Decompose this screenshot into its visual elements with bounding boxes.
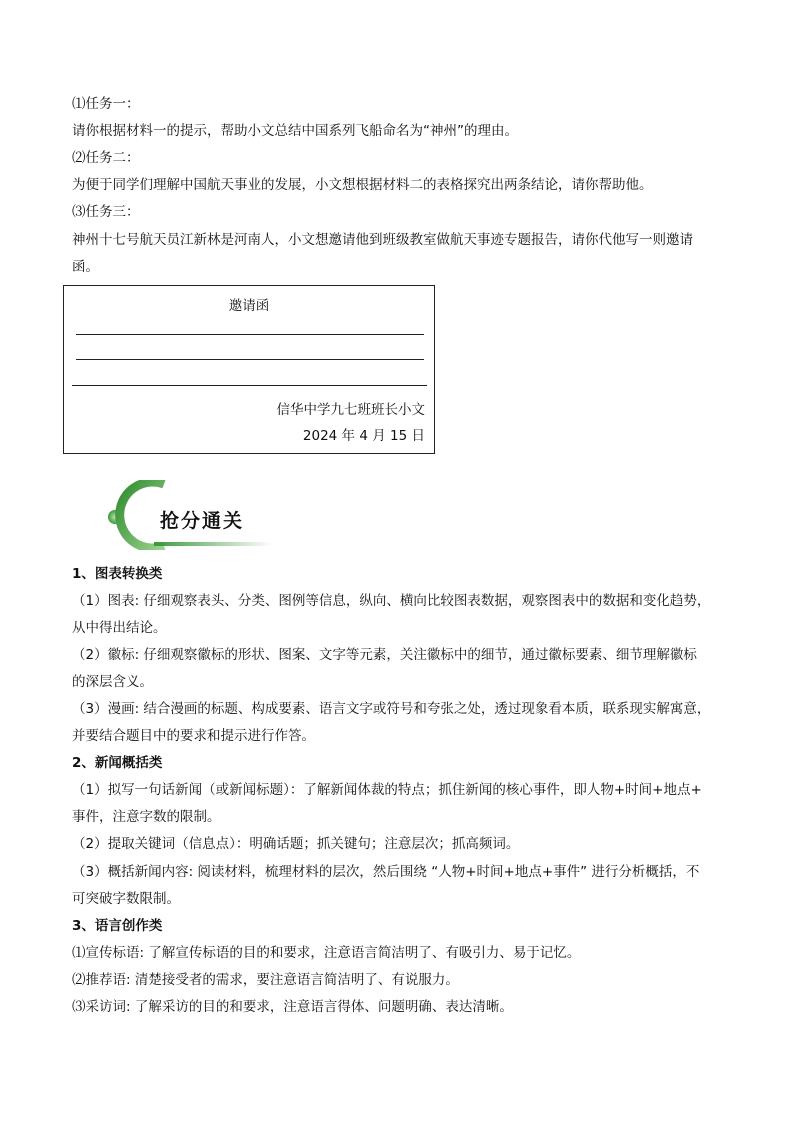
task-2-heading: ⑵任务二： — [72, 150, 140, 166]
section-1-item-2-line-2: 的深层含义。 — [72, 674, 153, 690]
banner-underline — [154, 542, 272, 546]
section-3-item-1: ⑴宣传标语: 了解宣传标语的目的和要求，注意语言简洁明了、有吸引力、易于记忆。 — [72, 945, 581, 961]
invitation-signer: 信华中学九七班班长小文 — [276, 402, 425, 418]
section-2-heading: 2、新闻概括类 — [72, 755, 163, 771]
task-3-body-line-1: 神州十七号航天员江新林是河南人，小文想邀请他到班级教室做航天事迹专题报告，请你代他写一则邀请 — [72, 232, 693, 248]
banner-title: 抢分通关 — [160, 510, 245, 532]
section-2-item-1-line-2: 事件，注意字数的限制。 — [72, 809, 221, 825]
section-1-item-1-line-1: （1）图表: 仔细观察表头、分类、图例等信息，纵向、横向比较图表数据，观察图表中的数据和变化趋势， — [72, 593, 711, 609]
section-2-item-2: （2）提取关键词（信息点）：明确话题；抓关键句；注意层次；抓高频词。 — [72, 836, 520, 852]
invitation-blank-line-2 — [76, 359, 424, 360]
invitation-date: 2024 年 4 月 15 日 — [302, 428, 425, 444]
task-3-heading: ⑶任务三： — [72, 204, 140, 220]
task-1-heading: ⑴任务一： — [72, 96, 140, 112]
section-1-item-3-line-1: （3）漫画: 结合漫画的标题、构成要素、语言文字或符号和夸张之处，透过现象看本质，联系现实解寓意， — [72, 701, 711, 717]
invitation-box — [63, 285, 435, 454]
section-3-heading: 3、语言创作类 — [72, 918, 163, 934]
section-1-heading: 1、图表转换类 — [72, 566, 163, 582]
section-1-item-3-line-2: 并要结合题目中的要求和提示进行作答。 — [72, 728, 315, 744]
invitation-blank-line-3 — [72, 385, 427, 386]
section-1-item-2-line-1: （2）徽标: 仔细观察徽标的形状、图案、文字等元素，关注徽标中的细节，通过徽标要素、细节理解徽标 — [72, 647, 697, 663]
invitation-blank-line-1 — [76, 334, 424, 335]
task-2-body: 为便于同学们理解中国航天事业的发展，小文想根据材料二的表格探究出两条结论，请你帮助他。 — [72, 177, 653, 193]
section-2-item-3-line-2: 可突破字数限制。 — [72, 891, 180, 907]
task-1-body: 请你根据材料一的提示，帮助小文总结中国系列飞船命名为“神州”的理由。 — [72, 123, 518, 139]
section-3-item-2: ⑵推荐语: 清楚接受者的需求，要注意语言简洁明了、有说服力。 — [72, 972, 459, 988]
invitation-title: 邀请函 — [228, 298, 270, 314]
section-1-item-1-line-2: 从中得出结论。 — [72, 620, 167, 636]
section-2-item-3-line-1: （3）概括新闻内容: 阅读材料，梳理材料的层次，然后围绕 “人物+时间+地点+事件” 进行分析概括，不 — [72, 864, 700, 880]
section-3-item-3: ⑶采访词: 了解采访的目的和要求，注意语言得体、问题明确、表达清晰。 — [72, 999, 513, 1015]
section-2-item-1-line-1: （1）拟写一句话新闻（或新闻标题）：了解新闻体裁的特点；抓住新闻的核心事件，即人物+时间+地点+ — [72, 782, 702, 798]
task-3-body-line-2: 函。 — [72, 259, 99, 275]
